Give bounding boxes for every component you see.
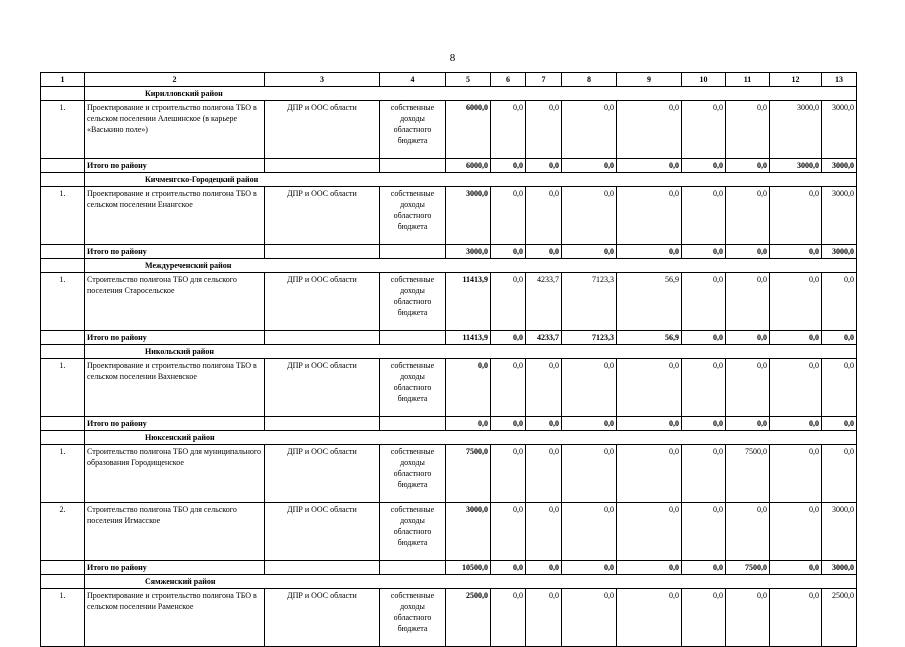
value-cell: 7123,3 xyxy=(562,273,617,331)
row-number: 1. xyxy=(41,445,85,503)
value-cell: 0,0 xyxy=(491,503,526,561)
value-cell: 0,0 xyxy=(491,589,526,647)
funding-source: собственные доходы областного бюджета xyxy=(380,187,446,245)
district-name: Никольский район xyxy=(85,345,857,359)
value-cell: 0,0 xyxy=(822,445,857,503)
value-cell: 56,9 xyxy=(617,273,682,331)
total-value: 3000,0 xyxy=(822,561,857,575)
project-row xyxy=(41,101,857,159)
funding-source: собственные доходы областного бюджета xyxy=(380,101,446,159)
blank-cell xyxy=(265,245,380,259)
funding-source: собственные доходы областного бюджета xyxy=(380,589,446,647)
district-header-row xyxy=(41,259,857,273)
total-value: 0,0 xyxy=(682,245,726,259)
total-value: 0,0 xyxy=(726,159,770,173)
total-label: Итого по району xyxy=(85,417,265,431)
value-cell: 0,0 xyxy=(562,445,617,503)
value-cell: 3000,0 xyxy=(822,187,857,245)
value-cell: 0,0 xyxy=(526,101,562,159)
district-name: Нюксенский район xyxy=(85,431,857,445)
value-cell: 0,0 xyxy=(726,589,770,647)
value-cell: 0,0 xyxy=(770,187,822,245)
value-cell: 0,0 xyxy=(617,101,682,159)
value-cell: 7500,0 xyxy=(446,445,491,503)
project-name: Строительство полигона ТБО для муниципального образования Городищенское xyxy=(85,445,265,503)
value-cell: 0,0 xyxy=(526,503,562,561)
executor: ДПР и ООС области xyxy=(265,187,380,245)
value-cell: 2500,0 xyxy=(446,589,491,647)
blank-cell xyxy=(265,417,380,431)
district-header-row xyxy=(41,575,857,589)
value-cell: 0,0 xyxy=(617,445,682,503)
project-row xyxy=(41,359,857,417)
district-total-row xyxy=(41,245,857,259)
blank-cell xyxy=(265,331,380,345)
total-value: 56,9 xyxy=(617,331,682,345)
total-value: 0,0 xyxy=(726,331,770,345)
budget-table xyxy=(40,72,857,647)
project-row xyxy=(41,273,857,331)
project-name: Строительство полигона ТБО для сельского поселения Старосельское xyxy=(85,273,265,331)
total-value: 0,0 xyxy=(822,417,857,431)
value-cell: 0,0 xyxy=(526,187,562,245)
total-label: Итого по району xyxy=(85,561,265,575)
value-cell: 0,0 xyxy=(491,445,526,503)
project-row xyxy=(41,589,857,647)
value-cell: 0,0 xyxy=(682,359,726,417)
value-cell: 0,0 xyxy=(770,445,822,503)
total-value: 0,0 xyxy=(617,245,682,259)
value-cell: 3000,0 xyxy=(446,503,491,561)
column-header: 2 xyxy=(85,73,265,87)
column-header: 11 xyxy=(726,73,770,87)
value-cell: 0,0 xyxy=(562,359,617,417)
value-cell: 0,0 xyxy=(822,273,857,331)
total-value: 0,0 xyxy=(617,561,682,575)
total-value: 0,0 xyxy=(682,417,726,431)
total-value: 0,0 xyxy=(526,561,562,575)
funding-source: собственные доходы областного бюджета xyxy=(380,445,446,503)
executor: ДПР и ООС области xyxy=(265,589,380,647)
total-value: 0,0 xyxy=(562,561,617,575)
total-value: 0,0 xyxy=(562,245,617,259)
value-cell: 0,0 xyxy=(562,101,617,159)
value-cell: 3000,0 xyxy=(822,101,857,159)
row-number: 1. xyxy=(41,101,85,159)
blank-cell xyxy=(380,417,446,431)
blank-cell xyxy=(41,575,85,589)
row-number: 1. xyxy=(41,589,85,647)
value-cell: 0,0 xyxy=(617,359,682,417)
value-cell: 3000,0 xyxy=(770,101,822,159)
total-value: 6000,0 xyxy=(446,159,491,173)
value-cell: 0,0 xyxy=(726,359,770,417)
total-value: 0,0 xyxy=(526,159,562,173)
header-row xyxy=(41,73,857,87)
blank-cell xyxy=(41,431,85,445)
value-cell: 3000,0 xyxy=(446,187,491,245)
value-cell: 7500,0 xyxy=(726,445,770,503)
blank-cell xyxy=(380,561,446,575)
total-value: 0,0 xyxy=(770,331,822,345)
value-cell: 0,0 xyxy=(562,589,617,647)
total-value: 0,0 xyxy=(491,159,526,173)
total-label: Итого по району xyxy=(85,331,265,345)
executor: ДПР и ООС области xyxy=(265,359,380,417)
total-value: 0,0 xyxy=(726,245,770,259)
district-header-row xyxy=(41,345,857,359)
project-name: Проектирование и строительство полигона ТБО в сельском поселении Алешинское (в карьере «Васькино поле») xyxy=(85,101,265,159)
blank-cell xyxy=(41,345,85,359)
value-cell: 0,0 xyxy=(726,503,770,561)
blank-cell xyxy=(41,245,85,259)
value-cell: 0,0 xyxy=(617,589,682,647)
district-name: Сямженский район xyxy=(85,575,857,589)
column-header: 9 xyxy=(617,73,682,87)
value-cell: 0,0 xyxy=(682,101,726,159)
total-value: 0,0 xyxy=(526,245,562,259)
value-cell: 0,0 xyxy=(770,359,822,417)
blank-cell xyxy=(265,159,380,173)
value-cell: 0,0 xyxy=(491,359,526,417)
blank-cell xyxy=(41,561,85,575)
total-value: 0,0 xyxy=(491,417,526,431)
value-cell: 0,0 xyxy=(562,503,617,561)
total-value: 0,0 xyxy=(682,331,726,345)
value-cell: 4233,7 xyxy=(526,273,562,331)
total-value: 0,0 xyxy=(682,561,726,575)
blank-cell xyxy=(41,159,85,173)
blank-cell xyxy=(41,87,85,101)
blank-cell xyxy=(41,417,85,431)
district-name: Кирилловский район xyxy=(85,87,857,101)
total-value: 0,0 xyxy=(446,417,491,431)
district-name: Кичменгско-Городецкий район xyxy=(85,173,857,187)
value-cell: 0,0 xyxy=(682,589,726,647)
district-header-row xyxy=(41,431,857,445)
blank-cell xyxy=(380,331,446,345)
total-value: 3000,0 xyxy=(770,159,822,173)
funding-source: собственные доходы областного бюджета xyxy=(380,273,446,331)
value-cell: 0,0 xyxy=(770,589,822,647)
value-cell: 3000,0 xyxy=(822,503,857,561)
value-cell: 0,0 xyxy=(491,187,526,245)
row-number: 1. xyxy=(41,187,85,245)
column-header: 1 xyxy=(41,73,85,87)
total-value: 0,0 xyxy=(770,245,822,259)
total-label: Итого по району xyxy=(85,159,265,173)
value-cell: 0,0 xyxy=(726,273,770,331)
project-name: Проектирование и строительство полигона ТБО в сельском поселении Вахневское xyxy=(85,359,265,417)
total-value: 0,0 xyxy=(770,561,822,575)
value-cell: 0,0 xyxy=(562,187,617,245)
total-value: 0,0 xyxy=(726,417,770,431)
value-cell: 2500,0 xyxy=(822,589,857,647)
value-cell: 0,0 xyxy=(822,359,857,417)
value-cell: 0,0 xyxy=(682,503,726,561)
blank-cell xyxy=(41,259,85,273)
district-header-row xyxy=(41,87,857,101)
total-value: 0,0 xyxy=(562,417,617,431)
column-header: 3 xyxy=(265,73,380,87)
project-row xyxy=(41,445,857,503)
value-cell: 0,0 xyxy=(682,445,726,503)
column-header: 5 xyxy=(446,73,491,87)
total-value: 0,0 xyxy=(682,159,726,173)
value-cell: 0,0 xyxy=(770,503,822,561)
blank-cell xyxy=(380,159,446,173)
value-cell: 6000,0 xyxy=(446,101,491,159)
value-cell: 0,0 xyxy=(526,445,562,503)
total-value: 3000,0 xyxy=(822,245,857,259)
district-name: Междуреченский район xyxy=(85,259,857,273)
total-value: 0,0 xyxy=(491,331,526,345)
value-cell: 0,0 xyxy=(617,503,682,561)
total-label: Итого по району xyxy=(85,245,265,259)
blank-cell xyxy=(41,173,85,187)
value-cell: 0,0 xyxy=(617,187,682,245)
total-value: 7500,0 xyxy=(726,561,770,575)
value-cell: 0,0 xyxy=(526,589,562,647)
column-header: 7 xyxy=(526,73,562,87)
total-value: 0,0 xyxy=(491,245,526,259)
district-total-row xyxy=(41,417,857,431)
executor: ДПР и ООС области xyxy=(265,503,380,561)
column-header: 13 xyxy=(822,73,857,87)
table-body xyxy=(41,87,857,647)
value-cell: 11413,9 xyxy=(446,273,491,331)
total-value: 10500,0 xyxy=(446,561,491,575)
blank-cell xyxy=(265,561,380,575)
total-value: 3000,0 xyxy=(822,159,857,173)
district-header-row xyxy=(41,173,857,187)
value-cell: 0,0 xyxy=(682,187,726,245)
total-value: 0,0 xyxy=(822,331,857,345)
value-cell: 0,0 xyxy=(491,101,526,159)
executor: ДПР и ООС области xyxy=(265,273,380,331)
project-row xyxy=(41,187,857,245)
value-cell: 0,0 xyxy=(491,273,526,331)
column-header: 10 xyxy=(682,73,726,87)
row-number: 2. xyxy=(41,503,85,561)
value-cell: 0,0 xyxy=(446,359,491,417)
total-value: 0,0 xyxy=(526,417,562,431)
total-value: 0,0 xyxy=(770,417,822,431)
value-cell: 0,0 xyxy=(682,273,726,331)
funding-source: собственные доходы областного бюджета xyxy=(380,503,446,561)
blank-cell xyxy=(380,245,446,259)
value-cell: 0,0 xyxy=(526,359,562,417)
total-value: 0,0 xyxy=(491,561,526,575)
value-cell: 0,0 xyxy=(726,101,770,159)
project-name: Строительство полигона ТБО для сельского поселения Игмасское xyxy=(85,503,265,561)
total-value: 3000,0 xyxy=(446,245,491,259)
total-value: 11413,9 xyxy=(446,331,491,345)
district-total-row xyxy=(41,561,857,575)
funding-source: собственные доходы областного бюджета xyxy=(380,359,446,417)
total-value: 7123,3 xyxy=(562,331,617,345)
column-header: 4 xyxy=(380,73,446,87)
project-name: Проектирование и строительство полигона ТБО в сельском поселении Енангское xyxy=(85,187,265,245)
total-value: 0,0 xyxy=(562,159,617,173)
blank-cell xyxy=(41,331,85,345)
executor: ДПР и ООС области xyxy=(265,101,380,159)
district-total-row xyxy=(41,159,857,173)
project-name: Проектирование и строительство полигона ТБО в сельском поселении Раменское xyxy=(85,589,265,647)
executor: ДПР и ООС области xyxy=(265,445,380,503)
total-value: 0,0 xyxy=(617,417,682,431)
value-cell: 0,0 xyxy=(770,273,822,331)
page-number: 8 xyxy=(449,52,456,64)
total-value: 0,0 xyxy=(617,159,682,173)
district-total-row xyxy=(41,331,857,345)
column-header: 12 xyxy=(770,73,822,87)
row-number: 1. xyxy=(41,273,85,331)
value-cell: 0,0 xyxy=(726,187,770,245)
project-row xyxy=(41,503,857,561)
column-header: 6 xyxy=(491,73,526,87)
row-number: 1. xyxy=(41,359,85,417)
total-value: 4233,7 xyxy=(526,331,562,345)
column-header: 8 xyxy=(562,73,617,87)
